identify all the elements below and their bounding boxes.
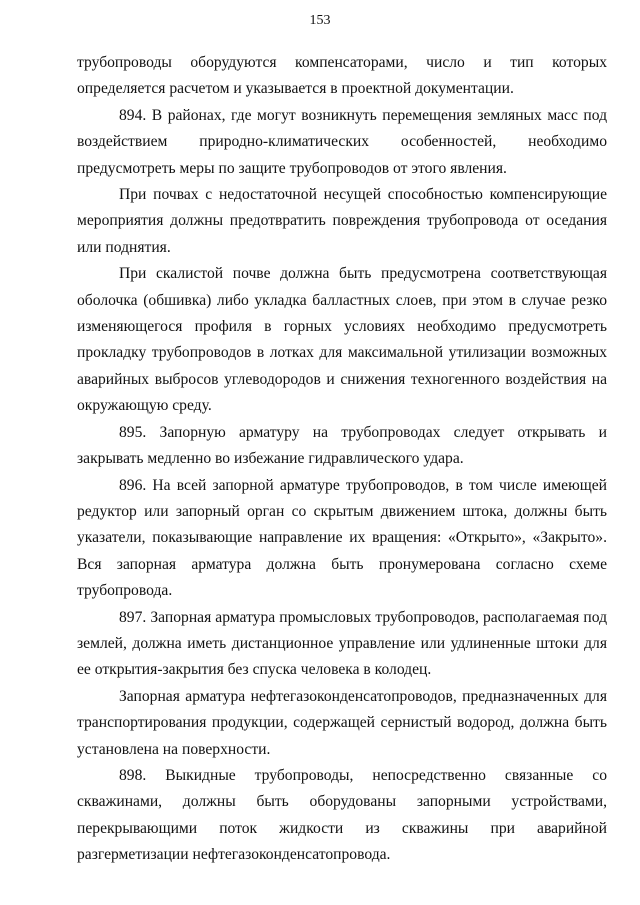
paragraph-894: 894. В районах, где могут возникнуть перемещения земляных масс под воздействием природно-климатических особенностей, необходимо предусмотреть меры по защите трубопроводов от этого явления. [77, 106, 607, 177]
paragraph-compensators-continuation: трубопроводы оборудуются компенсаторами, число и тип которых определяется расчетом и указывается в проектной документации. [77, 54, 607, 98]
paragraph-898: 898. Выкидные трубопроводы, непосредственно связанные со скважинами, должны быть оборудованы запорными устройствами, перекрывающими поток жидкости из скважины при аварийной разгерметизации нефтегазоконденсатопровода. [77, 766, 607, 864]
paragraph-weak-soils: При почвах с недостаточной несущей способностью компенсирующие мероприятия должны предотвратить повреждения трубопровода от оседания или поднятия. [77, 186, 607, 256]
paragraph-rocky-soil: При скалистой почве должна быть предусмотрена соответствующая оболочка (обшивка) либо укладка балластных слоев, при этом в случае резко изменяющегося профиля в горных условиях необходимо предусмотреть прокладку трубопроводов в лотках для максимальной утилизации возможных аварийных выбросов углеводородов и снижения техногенного воздействия на окружающую среду. [77, 265, 607, 415]
paragraph-897: 897. Запорная арматура промысловых трубопроводов, располагаемая под землей, должна иметь дистанционное управление или удлиненные штоки для ее открытия-закрытия без спуска человека в колодец. [77, 608, 607, 679]
paragraph-sour-gas-valves: Запорная арматура нефтегазоконденсатопроводов, предназначенных для транспортирования продукции, содержащей сернистый водород, должна быть установлена на поверхности. [77, 687, 607, 758]
page-number: 153 [309, 13, 331, 28]
paragraph-896: 896. На всей запорной арматуре трубопроводов, в том числе имеющей редуктор или запорный орган со скрытым движением штока, должны быть указатели, показывающие направление их вращения: «Открыто», «Закрыто». Вся запорная арматура должна быть пронумерована согласно схеме трубопровода. [77, 476, 607, 600]
document-body [77, 50, 607, 869]
paragraph-895: 895. Запорную арматуру на трубопроводах следует открывать и закрывать медленно во избежание гидравлического удара. [77, 423, 607, 468]
